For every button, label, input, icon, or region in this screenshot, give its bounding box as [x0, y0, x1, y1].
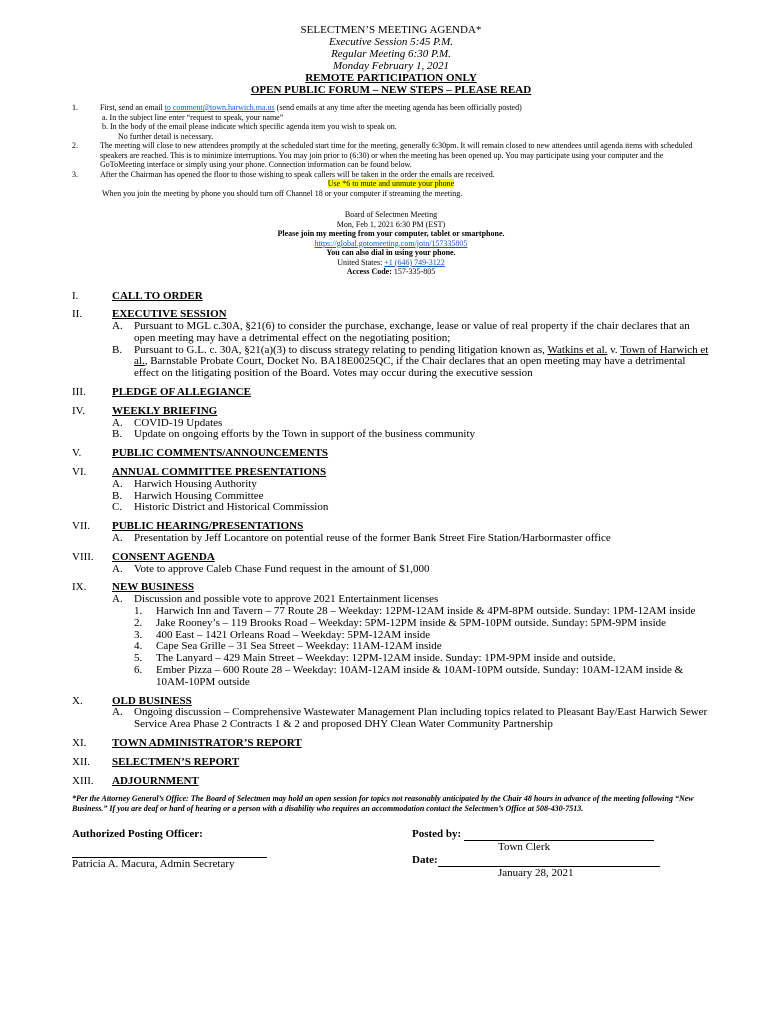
instruction-3: [72, 170, 710, 180]
section-title: SELECTMEN’S REPORT: [112, 755, 240, 768]
agenda-item: B. Update on ongoing efforts by the Town in support of the business community: [112, 428, 476, 441]
section-adjournment: [72, 776, 710, 788]
mute-note: Use *6 to mute and unmute your phone: [327, 179, 455, 188]
agenda-item: A. Harwich Housing Authority: [112, 477, 257, 490]
agenda-item: A. Ongoing discussion – Comprehensive Wastewater Management Plan including topics related to Pleasant Bay/East Harwich Sewer Service Area Phase 2 Contracts 1 & 2 and proposed DHY Clean Water Community Partnership: [112, 706, 708, 731]
section-number: X.: [72, 694, 83, 707]
section-number: V.: [72, 447, 82, 460]
section-title: TOWN ADMINISTRATOR’S REPORT: [112, 737, 302, 749]
instruction-2: [72, 141, 710, 170]
section-new-business: [72, 582, 710, 688]
instruction-text: The meeting will close to new attendees promptly at the scheduled start time for the meeting, generally 6:30pm. It will remain closed to new attendees until agenda items with scheduled speakers are reached. This is to minimize interruptions. You may join prior to (6:30) or when the meeting has been opened up. You may participate using your computer and the GoToMeeting interface or simply using your phone. Connection information can be found below.: [100, 141, 693, 169]
agenda-item: A. Pursuant to MGL c.30A, §21(6) to consider the purchase, exchange, lease or value of real property if the chair declares that an open meeting may have a detrimental effect on the negotiating position;: [112, 320, 690, 344]
instructions: [72, 103, 710, 198]
section-title: PUBLIC HEARING/PRESENTATIONS: [112, 520, 304, 533]
section-title: CALL TO ORDER: [112, 289, 203, 302]
instruction-1c: No further detail is necessary.: [118, 131, 214, 141]
comment-email-link[interactable]: to comment@town.harwich.ma.us: [164, 103, 275, 112]
meeting-url-link[interactable]: https://global.gotomeeting.com/join/157335805: [314, 238, 468, 248]
section-title: PUBLIC COMMENTS/ANNOUNCEMENTS: [112, 447, 329, 460]
date-label: Date:: [412, 854, 438, 867]
license-item: 4. Cape Sea Grille – 31 Sea Street – Weekday: 11AM-12AM inside: [134, 640, 442, 653]
license-item: 3. 400 East – 1421 Orleans Road – Weekday: 5PM-12AM inside: [134, 628, 431, 641]
section-title: ADJOURNMENT: [112, 774, 199, 787]
meeting-info: [72, 210, 710, 277]
section-number: III.: [72, 386, 86, 399]
regular-meeting-time: Regular Meeting 6:30 P.M.: [331, 48, 451, 60]
section-title: ANNUAL COMMITTEE PRESENTATIONS: [112, 466, 327, 479]
agenda-list: [72, 291, 710, 788]
instruction-text: (send emails at any time after the meeting agenda has been officially posted): [274, 103, 522, 112]
section-consent-agenda: [72, 552, 710, 576]
posting-officer-label: Authorized Posting Officer:: [72, 828, 203, 841]
instruction-1b: b. In the body of the email please indicate which specific agenda item you wish to speak on.: [102, 122, 397, 131]
meeting-datetime: Mon, Feb 1, 2021 6:30 PM (EST): [336, 219, 446, 229]
section-title: CONSENT AGENDA: [112, 550, 215, 563]
us-phone-link[interactable]: +1 (646) 749-3122: [384, 257, 445, 267]
case-name-1: Watkins et al.: [547, 343, 608, 356]
instruction-text: After the Chairman has opened the floor to those wishing to speak callers will be taken in the order the emails are received.: [100, 169, 495, 179]
instruction-number: 3.: [72, 169, 78, 179]
section-title: OLD BUSINESS: [112, 694, 192, 707]
section-public-hearing: [72, 521, 710, 545]
meeting-date: Monday February 1, 2021: [332, 60, 450, 72]
agenda-item: B. Harwich Housing Committee: [112, 489, 264, 502]
channel-note: When you join the meeting by phone you should turn off Channel 18 or your computer if streaming the meeting.: [102, 188, 463, 198]
section-title: WEEKLY BRIEFING: [112, 404, 218, 417]
join-instructions: Please join my meeting from your computer, tablet or smartphone.: [277, 229, 505, 238]
license-item: 6. Ember Pizza – 600 Route 28 – Weekday: 10AM-12AM inside & 10AM-10PM outside. Sunday: 10AM-12AM inside & 10AM-10PM outside: [134, 664, 684, 688]
instruction-1a: a. In the subject line enter “request to speak, your name”: [102, 112, 284, 122]
section-public-comments: [72, 448, 710, 460]
section-number: XIII.: [72, 774, 94, 787]
exec-session-time: Executive Session 5:45 P.M.: [328, 36, 454, 48]
attorney-general-note: *Per the Attorney General’s Office: The Board of Selectmen may hold an open session for topics not reasonably anticipated by the Chair 48 hours in advance of the meeting following “New Business.” If you are deaf or hard of hearing or a person with a disability who requires an accommodation contact the Selectmen’s Office at 508-430-7513.: [72, 794, 694, 814]
meeting-board: Board of Selectmen Meeting: [344, 210, 438, 219]
agenda-header: [72, 24, 710, 96]
section-title: PLEDGE OF ALLEGIANCE: [112, 386, 251, 399]
access-code-label: Access Code:: [346, 267, 394, 276]
agenda-title: SELECTMEN’S MEETING AGENDA*: [300, 24, 482, 36]
section-selectmen-report: [72, 757, 710, 769]
section-title: EXECUTIVE SESSION: [112, 308, 227, 321]
license-item: 1. Harwich Inn and Tavern – 77 Route 28 – Weekday: 12PM-12AM inside & 4PM-8PM outside. Sunday: 1PM-12AM inside: [134, 605, 696, 618]
section-number: VII.: [72, 520, 91, 533]
dial-instructions: You can also dial in using your phone.: [326, 248, 456, 257]
instruction-number: 2.: [72, 141, 78, 150]
agenda-item: A. Discussion and possible vote to approve 2021 Entertainment licenses: [112, 593, 439, 606]
section-executive-session: [72, 309, 710, 380]
license-item: 5. The Lanyard – 429 Main Street – Weekday: 12PM-12AM inside. Sunday: 1PM-9PM inside and outside.: [134, 652, 616, 665]
section-number: XI.: [72, 737, 87, 749]
agenda-item: A. Vote to approve Caleb Chase Fund request in the amount of $1,000: [112, 562, 430, 575]
posted-by-line: [464, 840, 654, 841]
section-number: II.: [72, 308, 83, 321]
section-call-to-order: [72, 291, 710, 303]
forum-notice: OPEN PUBLIC FORUM – NEW STEPS – PLEASE READ: [250, 84, 532, 96]
instruction-1: [72, 103, 710, 113]
us-phone-label: United States:: [337, 257, 385, 267]
section-number: VIII.: [72, 550, 94, 563]
section-title: NEW BUSINESS: [112, 581, 195, 594]
posting-date: January 28, 2021: [498, 867, 574, 880]
section-committee-presentations: [72, 467, 710, 514]
instruction-number: 1.: [72, 103, 78, 112]
agenda-item: B. Pursuant to G.L. c. 30A, §21(a)(3) to discuss strategy relating to pending litigation known as, Watkins et al. v. Town of Harwich et al., Barnstable Probate Court, Docket No. BA18E0025QC, if the Chair declares that an open meeting may have a detrimental effect on the litigating position of the Board. Votes may occur during the executive session: [112, 343, 709, 380]
case-name-2: Town of Harwich et al.: [134, 343, 709, 368]
section-weekly-briefing: [72, 406, 710, 441]
section-number: IV.: [72, 404, 85, 417]
remote-notice: REMOTE PARTICIPATION ONLY: [305, 72, 477, 84]
town-clerk-label: Town Clerk: [498, 841, 551, 854]
section-number: XII.: [72, 755, 91, 768]
signature-line: [72, 843, 267, 858]
license-item: 2. Jake Rooney’s – 119 Brooks Road – Weekday: 5PM-12PM inside & 5PM-10PM outside. Sunday: 5PM-9PM inside: [134, 616, 667, 629]
instruction-text: First, send an email: [100, 103, 165, 112]
section-pledge: [72, 387, 710, 399]
posted-by-label: Posted by:: [412, 828, 462, 841]
agenda-item: A. COVID-19 Updates: [112, 416, 223, 429]
access-code: 157-335-805: [393, 267, 436, 276]
section-number: IX.: [72, 581, 87, 594]
section-number: I.: [72, 289, 79, 302]
section-number: VI.: [72, 466, 87, 479]
section-old-business: [72, 696, 710, 731]
agenda-item: A. Presentation by Jeff Locantore on potential reuse of the former Bank Street Fire Station/Harbormaster office: [112, 532, 611, 545]
posting-officer-name: Patricia A. Macura, Admin Secretary: [72, 858, 235, 871]
agenda-item: C. Historic District and Historical Commission: [112, 501, 329, 514]
section-town-admin-report: [72, 738, 710, 750]
signature-block: [72, 828, 710, 888]
